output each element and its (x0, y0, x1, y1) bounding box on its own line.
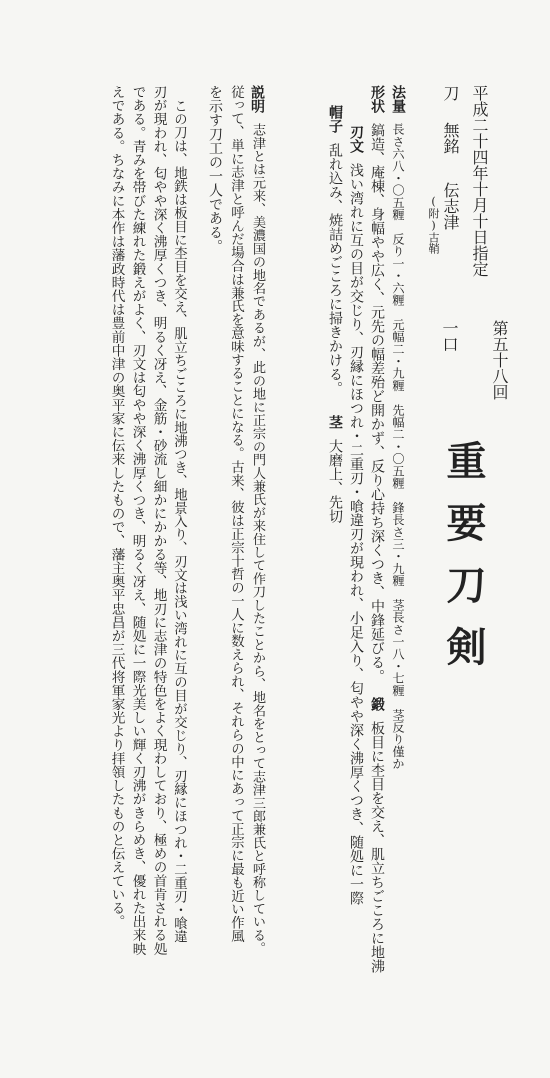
setsumei-line-1 (250, 85, 264, 955)
setsumei-line-4: この刀は、地鉄は板目に杢目を交え、肌立ちごころに地沸つき、地景入り、刃文は浅い湾れに互の目が交じり、刃縁にほつれ・二重刃・喰違 (171, 99, 187, 944)
setsumei-line-2: 従って、単に志津と呼んだ場合は兼氏を意味することになる。古来、彼は正宗十哲の一人に数えられ、それらの中にあって正宗に最も近い作風 (228, 85, 244, 943)
designation-date: 平成二十四年十月十日指定 (470, 85, 489, 277)
item-count: 一口 (440, 320, 459, 352)
hamon-line (349, 85, 363, 905)
boushi-label: 帽子 (327, 105, 343, 133)
kitae-text: 板目に杢目を交え、肌立ちごころに地沸 (369, 721, 385, 973)
hamon-text: 浅い湾れに互の目が交じり、刃縁にほつれ・二重刃・喰違刃が現われ、小足入り、匂やや深く沸厚くつき、随処に一際 (348, 163, 364, 905)
signature: 無銘 (441, 122, 460, 154)
setsumei-line-3: を示す刀工の一人である。 (207, 85, 223, 253)
setsumei-text-1: 志津とは元来、美濃国の地名であるが、此の地に正宗の門人兼氏が来住して作刀したことから、地名をとって志津三郎兼氏と呼称している。 (250, 123, 265, 955)
boushi-line (328, 85, 342, 523)
sword-type: 刀 (441, 85, 460, 101)
setsumei-line-5: 刃が現われ、匂やや深く沸厚くつき、明るく冴え、金筋・砂流し細かにかかる等、地刃に志津の特色をよく現わしており、極めの首肯される処 (150, 85, 167, 956)
nakago-label: 茎 (327, 415, 343, 429)
hamon-label: 刃文 (348, 125, 364, 153)
kitae-label: 鍛 (369, 697, 385, 711)
setsumei-line-6: である。青みを帯びた練れた鍛えがよく、刃文は匂やや深く沸厚くつき、明るく冴え、随処に一際光美しい輝く刃沸がきらめき、優れた出来映 (129, 85, 146, 956)
attachment: (附)古鞘 (427, 195, 440, 254)
keijou-text: 鎬造、庵棟、身幅やや広く、元先の幅差殆ど開かず、反り心持ち深くつき、中鋒延びる。 (369, 123, 385, 683)
boushi-text: 乱れ込み、焼詰めごころに掃きかける。 (327, 143, 343, 395)
nakago-text: 大磨上、先切 (327, 439, 343, 523)
setsumei-line-7: えである。ちなみに本作は藩政時代は豊前中津の奥平家に伝来したもので、藩主奥平忠昌が三代将軍家光より拝領したものと伝えている。 (108, 85, 125, 929)
keijou-line (370, 85, 384, 973)
houryou-label: 法量 (390, 85, 406, 113)
page-title: 重要刀剣 (440, 440, 487, 688)
houryou-line (391, 85, 405, 770)
houryou-text: 長さ六八・〇五糎 反り一・六糎 元幅二・九糎 先幅二・〇五糎 鋒長さ三・九糎 茎長さ一八・七糎 茎反り僅か (391, 123, 405, 770)
setsumei-label: 説明 (249, 85, 265, 113)
session-number: 第五十八回 (490, 320, 509, 400)
keijou-label: 形状 (369, 85, 385, 113)
attribution: 伝志津 (441, 182, 460, 230)
